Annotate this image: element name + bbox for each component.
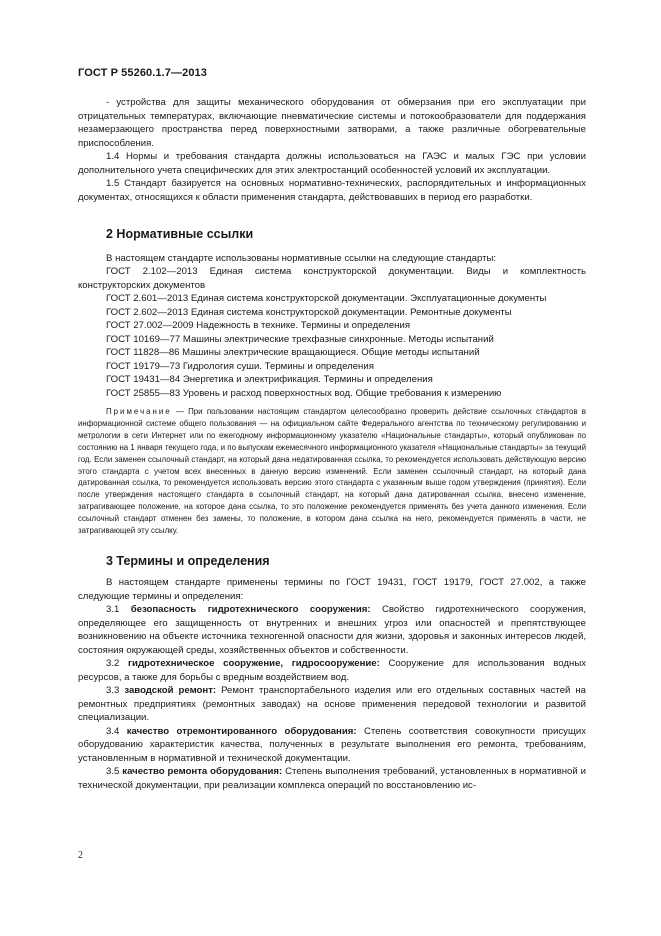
term-text: Ремонт транспортабельного изделия или его отдельных составных частей на ремонтных предприятиях (ремонтных заводах) на основе применения передовой технологии и развитой специализации. bbox=[78, 685, 586, 724]
term-text: Свойство гидротехнического сооружения, определяющее его защищенность от внутренних и внешних угроз или опасностей и препятствующее возникновению на объекте источника техногенной опасности для жизни, здоровья и законных интересов людей, состояния окружающей среды, хозяйственных объектов и собственности. bbox=[78, 604, 587, 656]
term-definition: 3.5 качество ремонта оборудования: Степень выполнения требований, установленных в нормативной и технической документации, при реализации комплекса операций по восстановлению ис- bbox=[78, 766, 586, 791]
term-name: качество ремонта оборудования: bbox=[122, 766, 283, 778]
term-text: Степень выполнения требований, установленных в нормативной и технической документации, при реализации комплекса операций по восстановлению ис- bbox=[78, 766, 586, 791]
document-code-header: ГОСТ Р 55260.1.7—2013 bbox=[78, 67, 207, 79]
reference-item: ГОСТ 27.002—2009 Надежность в технике. Термины и определения bbox=[106, 320, 411, 331]
term-definition: 3.4 качество отремонтированного оборудования: Степень соответствия совокупности присущих оборудованию характеристик качества, полученных в результате выполнения его ремонта, требованиям, установленным в нормативной и технической документации. bbox=[78, 725, 587, 764]
term-text: Степень соответствия совокупности присущих оборудованию характеристик качества, полученных в результате выполнения его ремонта, требованиям, установленным в нормативной и технической документации. bbox=[78, 725, 587, 764]
section-2-heading: 2 Нормативные ссылки bbox=[106, 227, 254, 241]
reference-item: ГОСТ 19431—84 Энергетика и электрификация. Термины и определения bbox=[106, 374, 433, 385]
section-3-lead: В настоящем стандарте применены термины по ГОСТ 19431, ГОСТ 19179, ГОСТ 27.002, а также следующие термины и определения: bbox=[78, 577, 586, 602]
intro-paragraph-1: - устройства для защиты механического оборудования от обмерзания при его эксплуатации при отрицательных температурах, включающие пневматические системы и потокообразователи для поддержания незамерзающего пространства перед поверхностными затворами, а также различные обогревательные приспособления. bbox=[78, 97, 586, 149]
reference-item: ГОСТ 10169—77 Машины электрические трехфазные синхронные. Методы испытаний bbox=[106, 333, 494, 345]
reference-note bbox=[78, 406, 586, 537]
section-2-lead: В настоящем стандарте использованы нормативные ссылки на следующие стандарты: bbox=[106, 252, 497, 264]
normative-references-list bbox=[78, 265, 586, 400]
note-label: Примечание bbox=[106, 407, 172, 416]
term-name: заводской ремонт: bbox=[124, 685, 217, 697]
page-content bbox=[78, 96, 586, 792]
page-number: 2 bbox=[78, 850, 83, 861]
note-text: — При пользовании настоящим стандартом целесообразно проверить действие ссылочных стандартов в информационной системе общего пользования — на официальном сайте Федерального агентства по техническому регулированию и метрологии в сети Интернет или по ежегодному информационному указателю «Национальные стандарты», который опубликован по состоянию на 1 января текущего года, и по выпускам ежемесячного информационного указателя «Национальные стандарты» за текущий год. Если заменен ссылочный стандарт, на который дана недатированная ссылка, то рекомендуется использовать действующую версию этого стандарта с учетом всех внесенных в данную версию изменений. Если заменен ссылочный стандарт, на который дана датированная ссылка, то рекомендуется использовать версию этого стандарта с указанным выше годом утверждения (принятия). Если после утверждения настоящего стандарта в ссылочный стандарт, на который дана датированная ссылка, внесено изменение, затрагивающее положение, на которое дана ссылка, то это положение рекомендуется применять без учета данного изменения. Если ссылочный стандарт отменен без замены, то положение, в котором дана ссылка на него, рекомендуется применять в части, не затрагивающей эту ссылку. bbox=[78, 407, 586, 536]
clause-1-5: 1.5 Стандарт базируется на основных нормативно-технических, распорядительных и информационных документах, относящихся к области применения стандарта, действовавших в период его разработки. bbox=[78, 178, 586, 203]
reference-item: ГОСТ 19179—73 Гидрология суши. Термины и определения bbox=[106, 360, 374, 372]
reference-item: ГОСТ 11828—86 Машины электрические вращающиеся. Общие методы испытаний bbox=[106, 347, 480, 358]
term-name: гидротехническое сооружение, гидросооружение: bbox=[128, 658, 380, 670]
term-definition: 3.1 безопасность гидротехнического сооружения: Свойство гидротехнического сооружения, определяющее его защищенность от внутренних и внешних угроз или опасностей и препятствующее возникновению на объекте источника техногенной опасности для жизни, здоровья и законных интересов людей, состояния окружающей среды, хозяйственных объектов и собственности. bbox=[78, 604, 587, 656]
term-name: безопасность гидротехнического сооружения: bbox=[130, 604, 371, 616]
term-definition: 3.2 гидротехническое сооружение, гидросооружение: Сооружение для использования водных ресурсов, а также для борьбы с вредным воздействием вод. bbox=[78, 658, 587, 683]
section-3-heading: 3 Термины и определения bbox=[106, 553, 270, 568]
term-definition: 3.3 заводской ремонт: Ремонт транспортабельного изделия или его отдельных составных частей на ремонтных предприятиях (ремонтных заводах) на основе применения передовой технологии и развитой специализации. bbox=[78, 685, 586, 724]
reference-item: ГОСТ 25855—83 Уровень и расход поверхностных вод. Общие требования к измерению bbox=[106, 387, 502, 399]
reference-item: ГОСТ 2.102—2013 Единая система конструкторской документации. Виды и комплектность конструкторских документов bbox=[78, 266, 586, 291]
clause-1-4: 1.4 Нормы и требования стандарта должны использоваться на ГАЭС и малых ГЭС при условии дополнительного учета специфических для этих электростанций особенностей условий их эксплуатации. bbox=[78, 151, 586, 176]
reference-item: ГОСТ 2.602—2013 Единая система конструкторской документации. Ремонтные документы bbox=[106, 306, 512, 318]
reference-item: ГОСТ 2.601—2013 Единая система конструкторской документации. Эксплуатационные документы bbox=[106, 293, 547, 304]
term-text: Сооружение для использования водных ресурсов, а также для борьбы с вредным воздействием вод. bbox=[78, 658, 587, 683]
term-name: качество отремонтированного оборудования: bbox=[126, 725, 357, 737]
